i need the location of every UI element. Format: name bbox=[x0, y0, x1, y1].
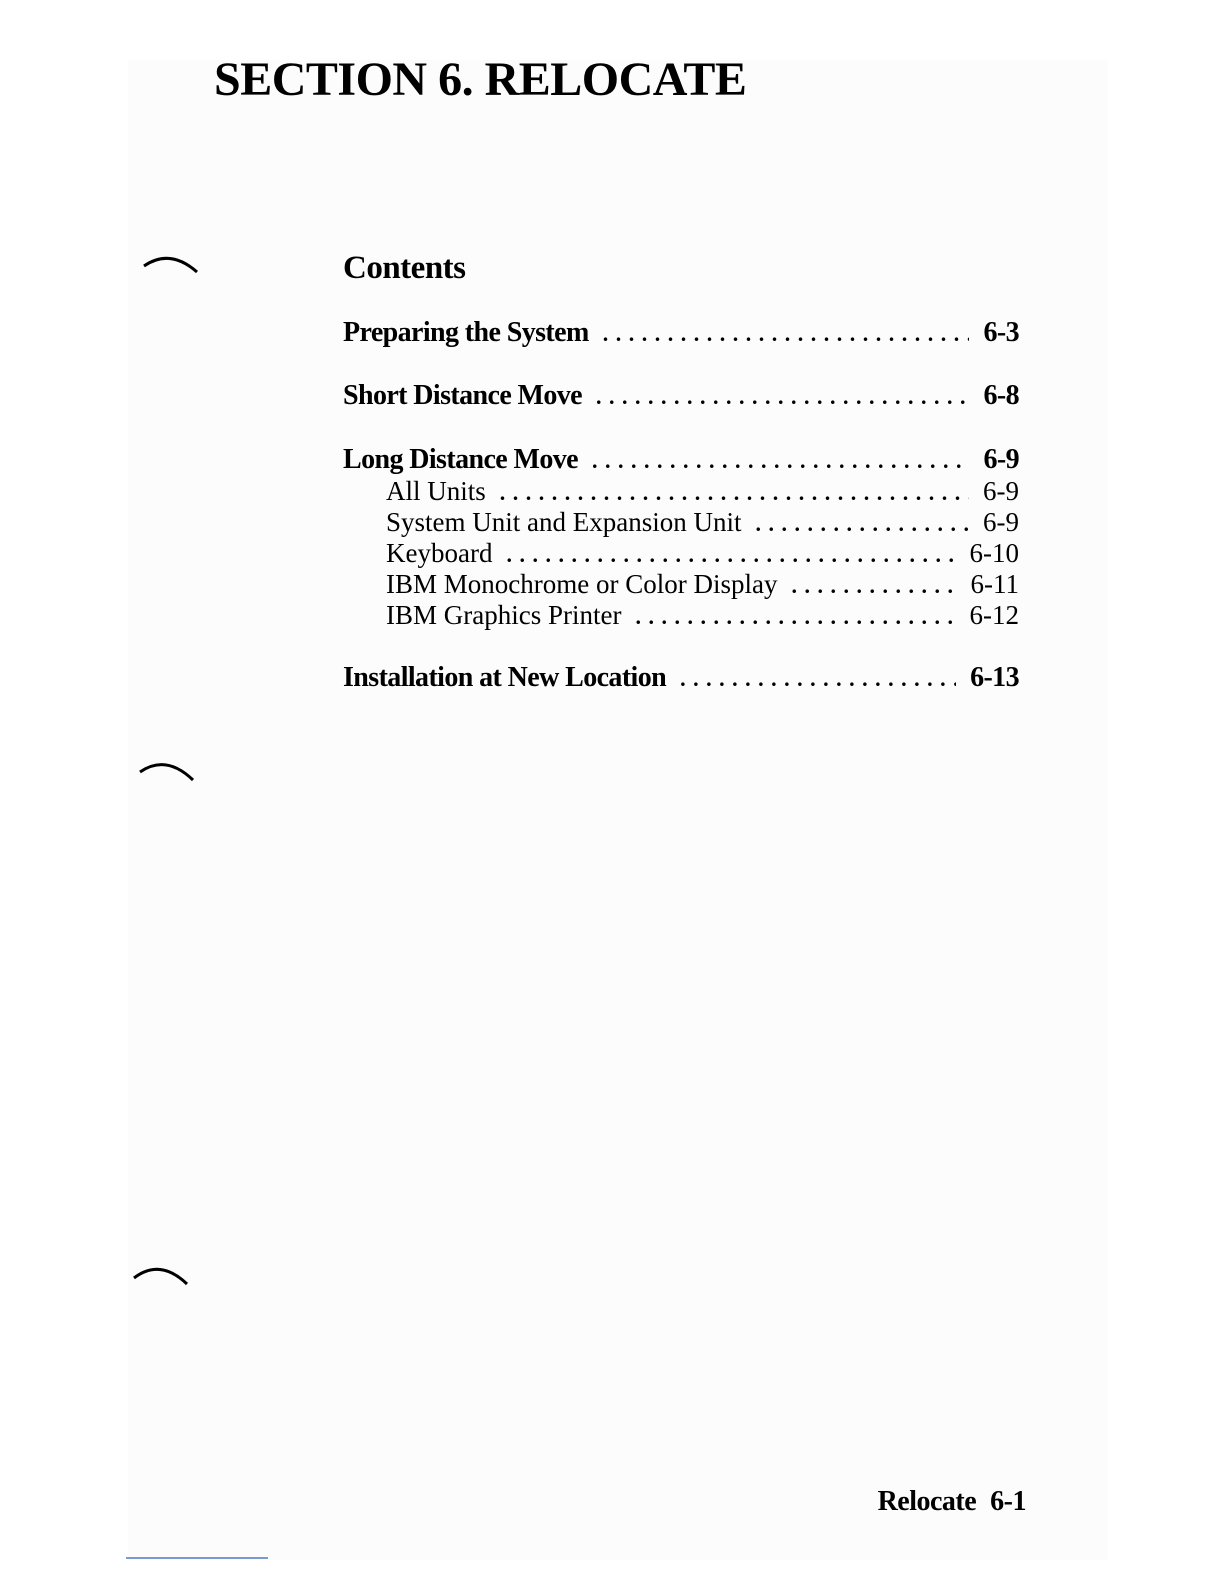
toc-entry[interactable] bbox=[343, 316, 1019, 350]
toc-entry[interactable] bbox=[343, 379, 1019, 413]
bottom-rule bbox=[126, 1557, 268, 1559]
toc-entry-page: 6-9 bbox=[983, 507, 1019, 537]
toc-dot-leader bbox=[592, 443, 970, 478]
toc-entry-page: 6-9 bbox=[983, 444, 1019, 475]
toc-entry-label: IBM Graphics Printer bbox=[386, 600, 622, 630]
binder-hole-mark-icon bbox=[136, 758, 200, 788]
toc-entry-page: 6-8 bbox=[983, 380, 1019, 411]
toc-dot-leader bbox=[680, 661, 956, 696]
footer-running-title: Relocate bbox=[877, 1486, 977, 1517]
toc-entry[interactable] bbox=[343, 661, 1019, 695]
page-footer bbox=[878, 1486, 1026, 1518]
toc-subentry[interactable] bbox=[343, 536, 1019, 570]
toc-dot-leader bbox=[596, 379, 969, 414]
toc-entry-page: 6-11 bbox=[970, 569, 1019, 599]
toc-subentry[interactable] bbox=[343, 598, 1019, 632]
toc-entry[interactable] bbox=[343, 443, 1019, 477]
binder-hole-mark-icon bbox=[140, 252, 204, 282]
toc-entry-label: Short Distance Move bbox=[343, 380, 583, 411]
toc-subentry[interactable] bbox=[343, 505, 1019, 539]
toc-entry-page: 6-12 bbox=[969, 600, 1019, 630]
toc-entry-page: 6-13 bbox=[970, 662, 1019, 693]
contents-heading: Contents bbox=[343, 250, 466, 286]
toc-entry-label: Keyboard bbox=[386, 538, 493, 568]
section-title: SECTION 6. RELOCATE bbox=[214, 53, 747, 106]
toc-entry-label: All Units bbox=[386, 476, 486, 506]
toc-entry-page: 6-3 bbox=[983, 317, 1019, 348]
toc-subentry[interactable] bbox=[343, 567, 1019, 601]
toc-entry-label: System Unit and Expansion Unit bbox=[386, 507, 742, 537]
page-background bbox=[128, 60, 1108, 1560]
toc-dot-leader bbox=[635, 598, 955, 634]
binder-hole-mark-icon bbox=[130, 1262, 194, 1292]
toc-entry-label: Installation at New Location bbox=[343, 662, 667, 693]
footer-page-number: 6-1 bbox=[990, 1486, 1026, 1517]
toc-entry-page: 6-9 bbox=[983, 476, 1019, 506]
toc-entry-label: Preparing the System bbox=[343, 317, 589, 348]
toc-dot-leader bbox=[603, 316, 970, 351]
toc-entry-label: IBM Monochrome or Color Display bbox=[386, 569, 778, 599]
toc-subentry[interactable] bbox=[343, 474, 1019, 508]
toc-entry-label: Long Distance Move bbox=[343, 444, 578, 475]
toc-entry-page: 6-10 bbox=[969, 538, 1019, 568]
